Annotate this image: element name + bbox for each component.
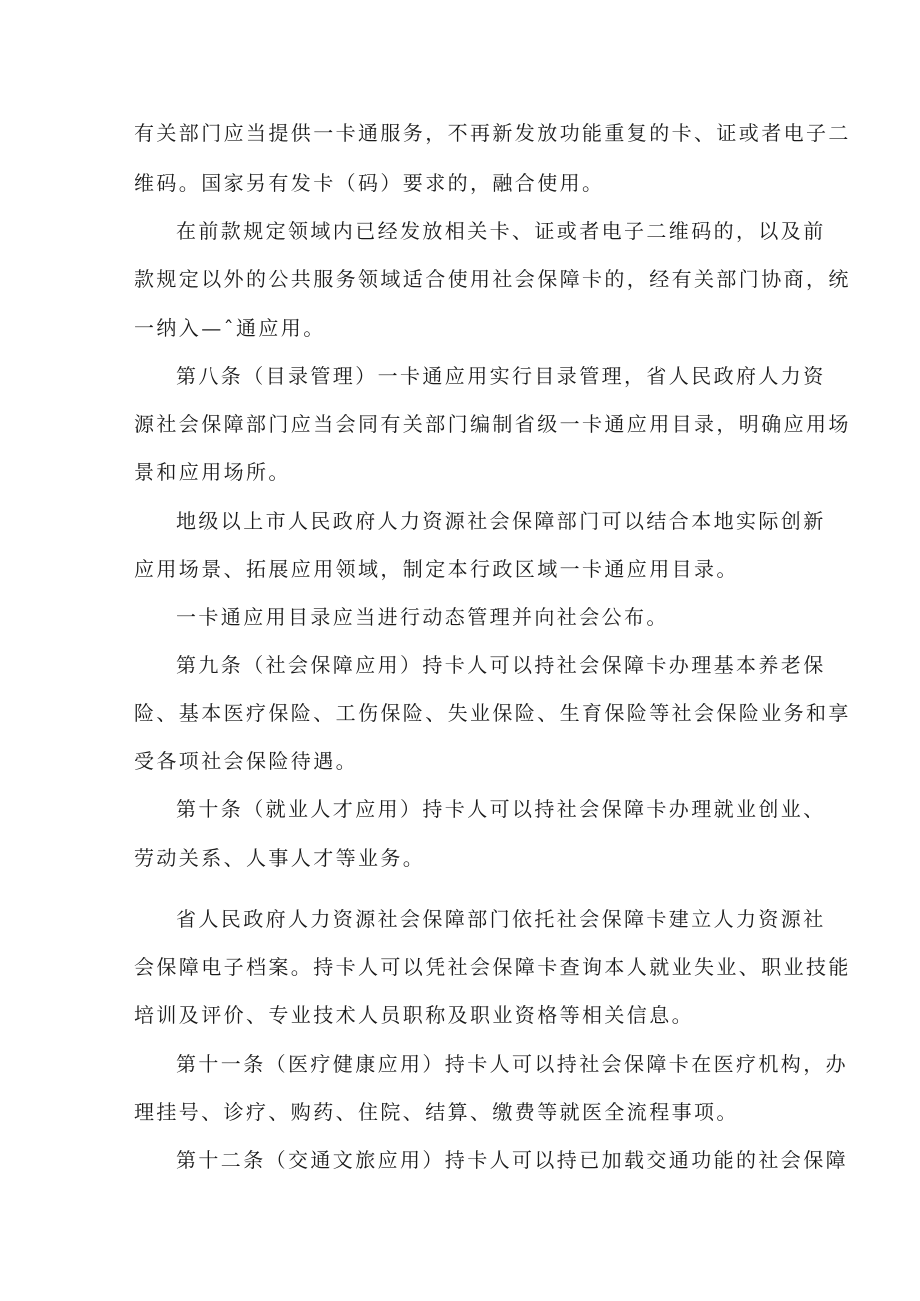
text-line: 在前款规定领域内已经发放相关卡、证或者电子二维码的，以及前 xyxy=(176,219,826,243)
text-line: 会保障电子档案。持卡人可以凭社会保障卡查询本人就业失业、职业技能 xyxy=(134,955,851,979)
text-line: 第十一条（医疗健康应用）持卡人可以持社会保障卡在医疗机构，办 xyxy=(176,1052,848,1076)
text-line: 受各项社会保险待遇。 xyxy=(134,749,358,773)
text-line: 有关部门应当提供一卡通服务，不再新发放功能重复的卡、证或者电子二 xyxy=(134,121,851,145)
text-line: 地级以上市人民政府人力资源社会保障部门可以结合本地实际创新 xyxy=(176,509,826,533)
text-line: 一纳入—ˆ通应用。 xyxy=(134,316,326,340)
text-line: 一卡通应用目录应当进行动态管理并向社会公布。 xyxy=(176,605,669,629)
text-line: 维码。国家另有发卡（码）要求的，融合使用。 xyxy=(134,171,605,195)
text-line: 理挂号、诊疗、购药、住院、结算、缴费等就医全流程事项。 xyxy=(134,1100,739,1124)
text-line: 培训及评价、专业技术人员职称及职业资格等相关信息。 xyxy=(134,1003,694,1027)
text-line: 景和应用场所。 xyxy=(134,460,291,484)
text-line: 源社会保障部门应当会同有关部门编制省级一卡通应用目录，明确应用场 xyxy=(134,412,851,436)
text-line: 第十二条（交通文旅应用）持卡人可以持已加载交通功能的社会保障 xyxy=(176,1148,848,1172)
text-line: 省人民政府人力资源社会保障部门依托社会保障卡建立人力资源社 xyxy=(176,907,826,931)
text-line: 险、基本医疗保险、工伤保险、失业保险、生育保险等社会保险业务和享 xyxy=(134,701,851,725)
text-line: 应用场景、拓展应用领域，制定本行政区域一卡通应用目录。 xyxy=(134,557,739,581)
text-line: 劳动关系、人事人才等业务。 xyxy=(134,846,426,870)
text-line: 款规定以外的公共服务领域适合使用社会保障卡的，经有关部门协商，统 xyxy=(134,267,851,291)
text-line: 第十条（就业人才应用）持卡人可以持社会保障卡办理就业创业、 xyxy=(176,797,826,821)
text-line: 第八条（目录管理）一卡通应用实行目录管理，省人民政府人力资 xyxy=(176,364,826,388)
text-line: 第九条（社会保障应用）持卡人可以持社会保障卡办理基本养老保 xyxy=(176,653,826,677)
